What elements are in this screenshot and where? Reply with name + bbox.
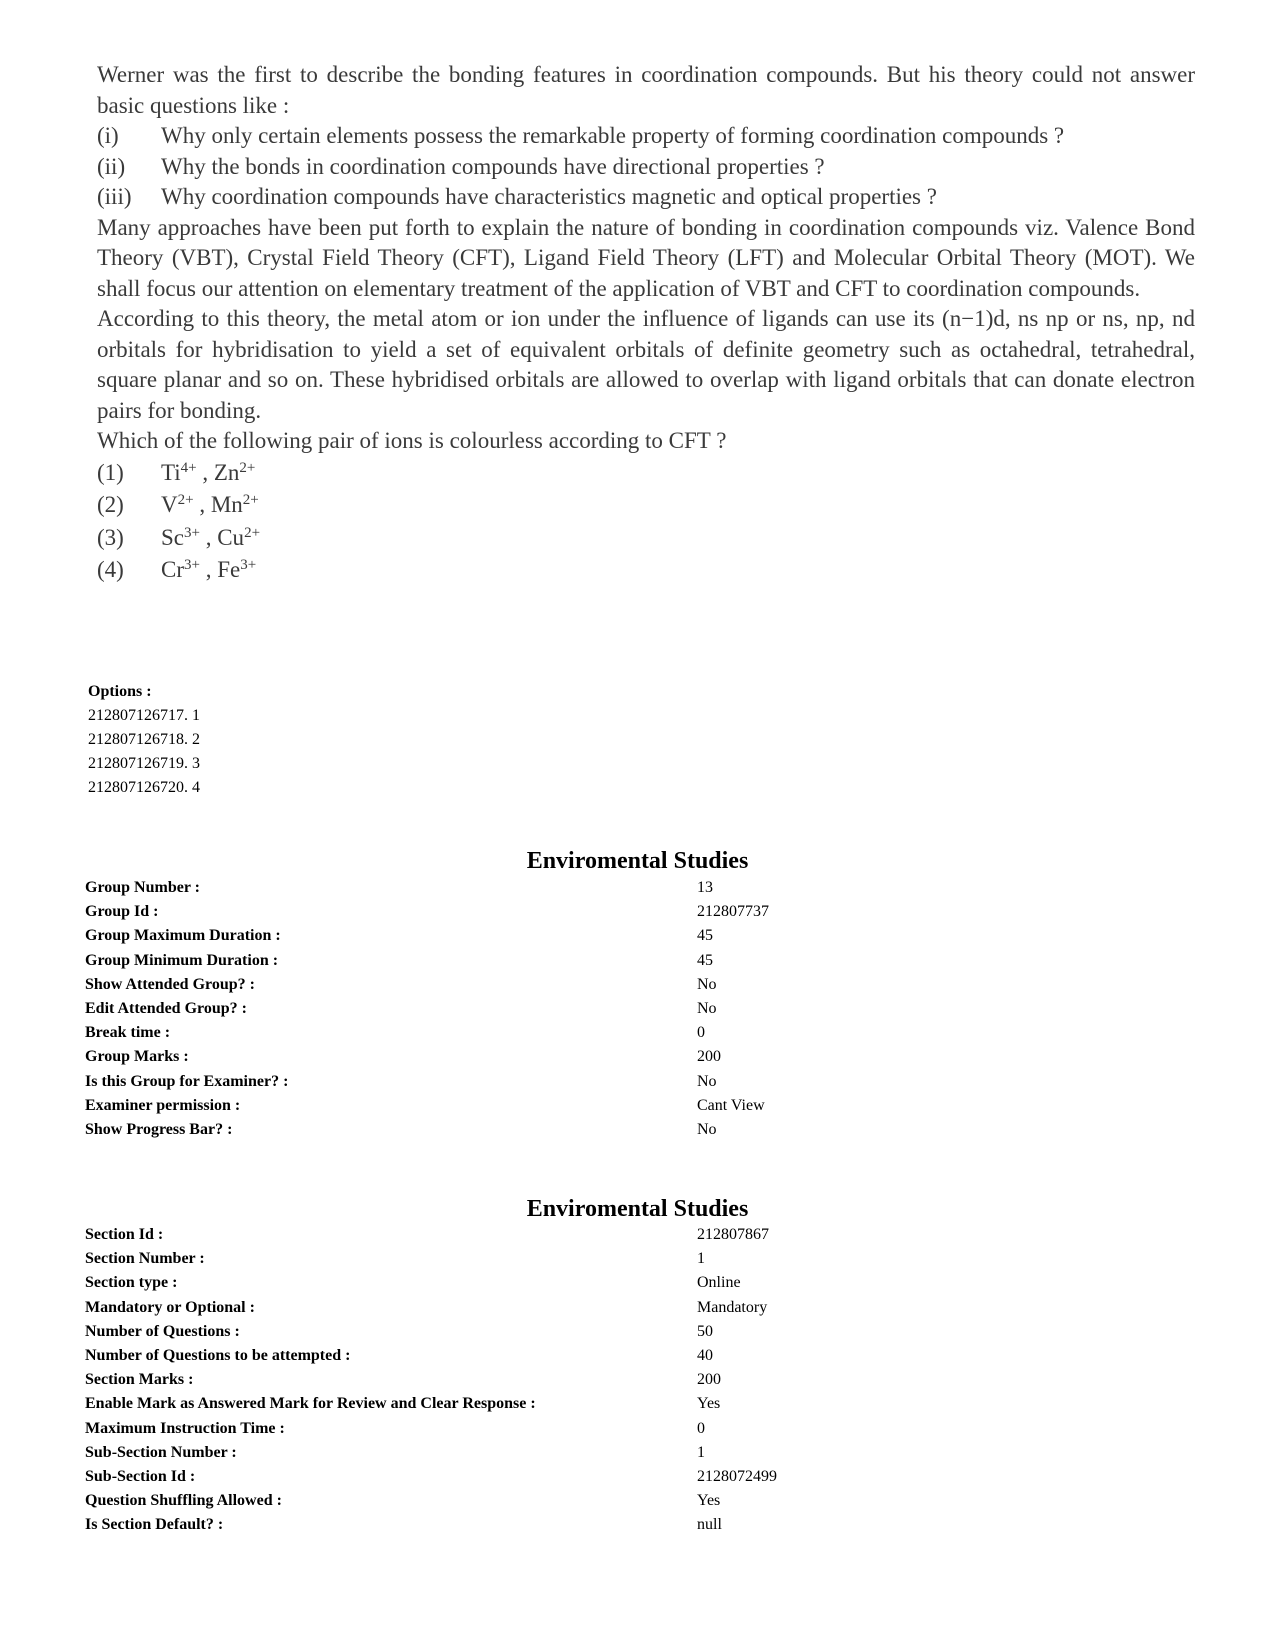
ion-a-charge: 3+ [184,557,200,573]
detail-value: 50 [697,1322,713,1340]
detail-row [85,1118,1185,1142]
detail-label: Show Attended Group? : [85,975,255,993]
detail-row [85,1271,1185,1295]
choice-number: (1) [97,459,124,485]
detail-row [85,997,1185,1021]
detail-row [85,900,1185,924]
detail-value: 1 [697,1250,705,1268]
ion-b-charge: 3+ [240,557,257,573]
answer-choice [97,522,1195,555]
ion-a: V [161,492,178,517]
item-number: (i) [97,123,119,148]
detail-row [85,1247,1185,1271]
detail-row [85,1320,1185,1344]
ion-b-charge: 2+ [239,459,256,476]
detail-label: Break time : [85,1024,171,1042]
ion-b: Fe [217,557,241,582]
ion-b-charge: 2+ [244,524,261,541]
detail-label: Group Minimum Duration : [85,951,279,969]
detail-label: Group Maximum Duration : [85,927,281,945]
detail-value: No [697,1120,717,1138]
passage-question-item [97,182,1195,213]
group-title: Enviromental Studies [526,848,749,874]
choice-ions: $Ti^{4+}$ , $Zn^{2+}$ [161,459,256,485]
detail-row [85,973,1185,997]
ion-b: Mn [210,492,243,517]
item-number: (ii) [97,153,126,179]
ion-a: Ti [161,459,181,485]
detail-value: 212807737 [697,903,769,921]
detail-row [85,1417,1185,1441]
ion-a: Sc [161,524,184,550]
detail-label: Group Marks : [85,1048,189,1066]
passage-question-item [97,121,1195,152]
detail-label: Edit Attended Group? : [85,1000,247,1018]
passage-question-item [97,152,1195,183]
options-label: Options : [88,683,152,700]
detail-row [85,1070,1185,1094]
detail-label: Number of Questions : [85,1322,240,1340]
detail-label: Group Number : [85,879,200,897]
detail-row [85,1094,1185,1118]
item-text: Why only certain elements possess the remarkable property of forming coordination compounds ? [161,123,1065,148]
ion-b: Zn [213,459,240,485]
detail-row [85,1223,1185,1247]
choice-number: (3) [97,524,124,550]
answer-choice [97,489,1195,522]
detail-label: Examiner permission : [85,1096,241,1114]
detail-label: Group Id : [85,903,159,921]
detail-row [85,1045,1185,1069]
item-number: (iii) [97,184,132,209]
ion-b-charge: 2+ [242,492,259,508]
detail-label: Section type : [85,1274,178,1292]
detail-row [85,1392,1185,1416]
detail-label: Sub-Section Number : [85,1443,237,1461]
detail-value: 0 [697,1024,705,1042]
section-title: Enviromental Studies [526,1196,749,1222]
choice-ions: $Cr^{3+}$ , $Fe^{3+}$ [161,557,257,582]
detail-value: 13 [697,879,713,897]
detail-row [85,1513,1185,1537]
detail-value: Yes [697,1395,721,1413]
detail-label: Question Shuffling Allowed : [85,1492,282,1510]
answer-choice [97,554,1195,587]
detail-row [85,1296,1185,1320]
answer-choice [97,457,1195,490]
detail-row [85,924,1185,948]
detail-value: 1 [697,1443,705,1461]
choice-ions: $Sc^{3+}$ , $Cu^{2+}$ [161,524,261,550]
ion-a-charge: 3+ [184,524,200,541]
detail-row [85,949,1185,973]
detail-value: Cant View [697,1096,765,1114]
detail-row [85,1441,1185,1465]
detail-label: Section Id : [85,1226,164,1244]
passage-paragraph-3: According to this theory, the metal atom or ion under the influence of ligands can use its (n−1)d, ns np or ns, np, nd orbitals for hybridisation to yield a set of equivalent orbitals of definite geometry such as octahedral, tetrahedral, square planar and so on. These hybridised orbitals are allowed to overlap with ligand orbitals that can donate electron pairs for bonding. [97,306,1195,423]
detail-value: Online [697,1274,741,1292]
detail-value: null [697,1516,722,1534]
detail-value: 0 [697,1419,705,1437]
detail-row [85,1344,1185,1368]
passage-intro: Werner was the first to describe the bonding features in coordination compounds. But his theory could not answer basic questions like : [97,62,1195,118]
detail-value: Yes [697,1492,721,1510]
detail-label: Sub-Section Id : [85,1467,196,1485]
detail-label: Enable Mark as Answered Mark for Review and Clear Response : [85,1395,536,1413]
ion-a: Cr [161,557,184,582]
detail-row [85,1489,1185,1513]
option-item: 212807126718. 2 [88,731,200,748]
detail-value: 40 [697,1347,713,1365]
detail-label: Maximum Instruction Time : [85,1419,285,1437]
detail-label: Show Progress Bar? : [85,1120,233,1138]
detail-label: Number of Questions to be attempted : [85,1347,351,1365]
detail-value: 200 [697,1048,721,1066]
ion-a-charge: 2+ [177,492,194,508]
option-item: 212807126717. 1 [88,707,200,724]
detail-label: Section Marks : [85,1371,194,1389]
detail-row [85,1465,1185,1489]
option-item: 212807126719. 3 [88,755,200,772]
choice-number: (4) [97,557,124,582]
group-details [85,876,1185,1142]
detail-value: 45 [697,927,713,945]
detail-row [85,1021,1185,1045]
passage-paragraph-2: Many approaches have been put forth to explain the nature of bonding in coordination compounds viz. Valence Bond Theory (VBT), Crystal Field Theory (CFT), Ligand Field Theory (LFT) and Molecular Orbital Theory (MOT). We shall focus our attention on elementary treatment of the application of VBT and CFT to coordination compounds. [97,214,1195,301]
choice-number: (2) [97,492,124,517]
ion-b: Cu [217,524,245,550]
detail-value: No [697,1000,717,1018]
detail-label: Is this Group for Examiner? : [85,1072,289,1090]
detail-value: Mandatory [697,1298,768,1316]
question-stem: Which of the following pair of ions is colourless according to CFT ? [97,428,727,453]
detail-label: Section Number : [85,1250,205,1268]
detail-row [85,1368,1185,1392]
option-item: 212807126720. 4 [88,779,200,796]
item-text: Why coordination compounds have characteristics magnetic and optical properties ? [161,184,937,209]
ion-a-charge: 4+ [180,459,197,476]
detail-row [85,876,1185,900]
detail-value: No [697,975,717,993]
detail-value: 212807867 [697,1226,769,1244]
detail-value: 45 [697,951,713,969]
detail-label: Mandatory or Optional : [85,1298,255,1316]
section-details [85,1223,1185,1537]
question-passage [97,60,1195,587]
detail-value: 2128072499 [697,1467,777,1485]
choice-ions: $V^{2+}$ , $Mn^{2+}$ [161,492,259,517]
options-list [88,680,200,800]
item-text: Why the bonds in coordination compounds have directional properties ? [161,153,825,179]
detail-label: Is Section Default? : [85,1516,224,1534]
detail-value: No [697,1072,717,1090]
detail-value: 200 [697,1371,721,1389]
